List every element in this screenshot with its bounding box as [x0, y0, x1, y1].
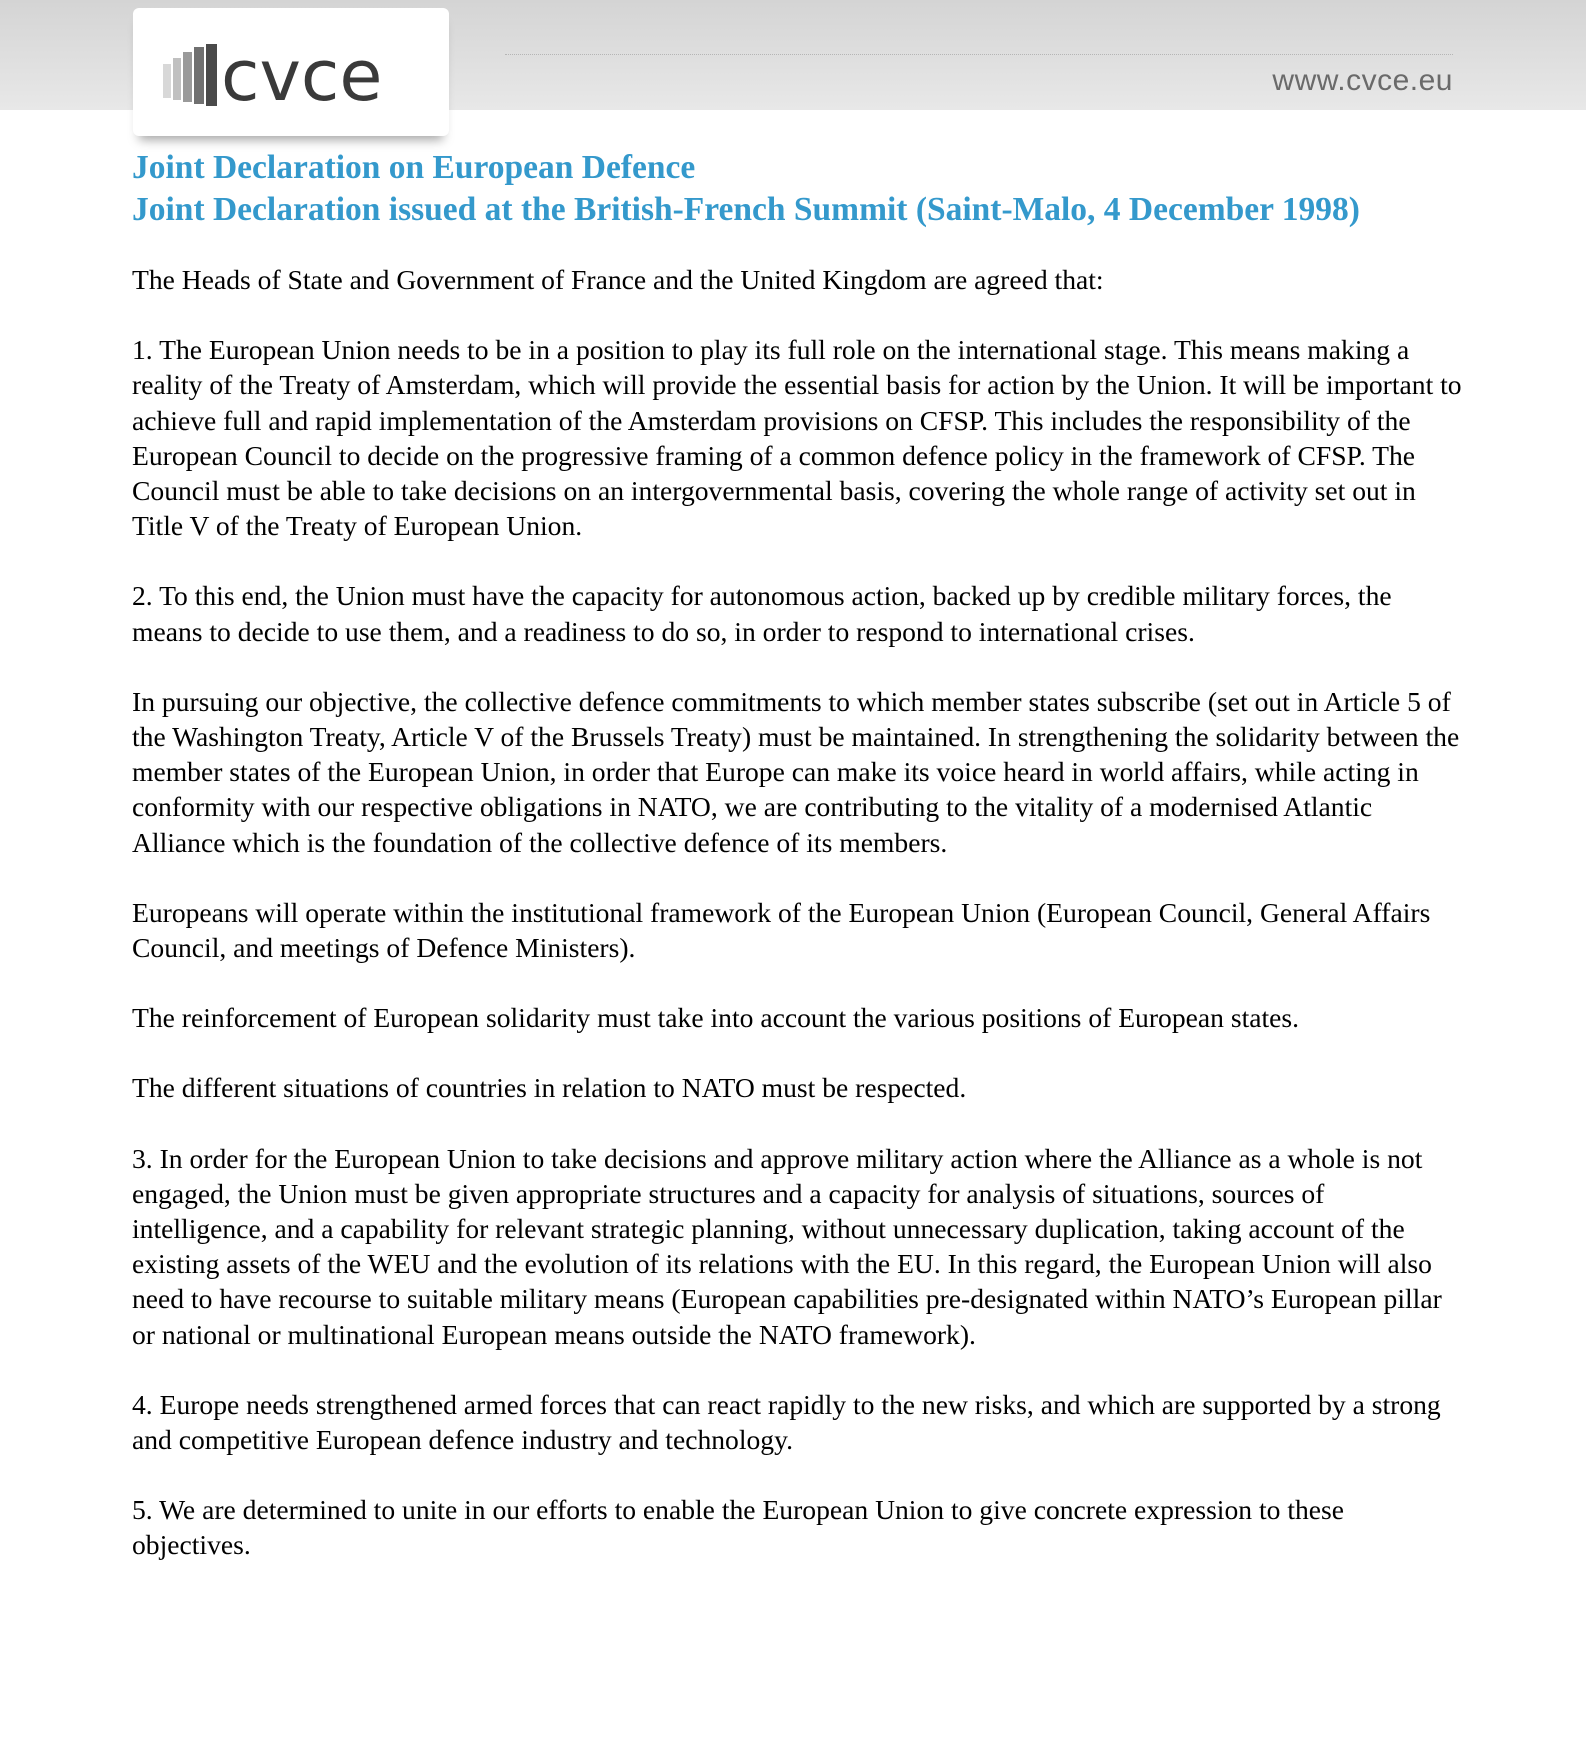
document-content	[132, 147, 1462, 1598]
cvce-logo[interactable]	[133, 8, 449, 136]
paragraph-collective-defence: In pursuing our objective, the collective defence commitments to which member states subscribe (set out in Article 5 of the Washington Treaty, Article V of the Brussels Treaty) must be maintained. In strengthening the solidarity between the member states of the European Union, in order that Europe can make its voice heard in world affairs, while acting in conformity with our respective obligations in NATO, we are contributing to the vitality of a modernised Atlantic Alliance which is the foundation of the collective defence of its members.	[132, 685, 1460, 858]
paragraph-european-solidarity: The reinforcement of European solidarity must take into account the various positions of European states.	[132, 1002, 1300, 1034]
paragraph-intro: The Heads of State and Government of France and the United Kingdom are agreed that:	[132, 264, 1104, 295]
paragraph-point-2: 2. To this end, the Union must have the capacity for autonomous action, backed up by credible military forces, the means to decide to use them, and a readiness to do so, in order to respond to international crises.	[132, 580, 1392, 647]
document-title	[132, 147, 1462, 231]
paragraph-institutional-framework: Europeans will operate within the institutional framework of the European Union (European Council, General Affairs Council, and meetings of Defence Ministers).	[132, 896, 1431, 964]
title-line-2: Joint Declaration issued at the British-French Summit (Saint-Malo, 4 December 1998)	[132, 191, 1360, 228]
svg-text:cvce: cvce	[221, 42, 383, 112]
paragraph-point-1: 1. The European Union needs to be in a position to play its full role on the international stage. This means making a reality of the Treaty of Amsterdam, which will provide the essential basis for action by the Union. It will be important to achieve full and rapid implementation of the Amsterdam provisions on CFSP. This includes the responsibility of the European Council to decide on the progressive framing of a common defence policy in the framework of CFSP. The Council must be able to take decisions on an intergovernmental basis, covering the whole range of activity set out in Title V of the Treaty of European Union.	[132, 334, 1462, 542]
paragraph-nato-situations: The different situations of countries in relation to NATO must be respected.	[132, 1072, 967, 1104]
paragraph-point-5: 5. We are determined to unite in our efforts to enable the European Union to give concrete expression to these objectives.	[132, 1494, 1345, 1561]
header-divider	[505, 54, 1453, 55]
document-body	[132, 262, 1462, 1563]
paragraph-point-4: 4. Europe needs strengthened armed forces that can react rapidly to the new risks, and which are supported by a strong and competitive European defence industry and technology.	[132, 1388, 1441, 1456]
title-line-1: Joint Declaration on European Defence	[132, 149, 696, 186]
cvce-logo-mark	[161, 42, 421, 112]
site-url-link[interactable]: www.cvce.eu	[1272, 64, 1453, 97]
paragraph-point-3: 3. In order for the European Union to take decisions and approve military action where the Alliance as a whole is not engaged, the Union must be given appropriate structures and a capacity for analysis of situations, sources of intelligence, and a capability for relevant strategic planning, without unnecessary duplication, taking account of the existing assets of the WEU and the evolution of its relations with the EU. In this regard, the European Union will also need to have recourse to suitable military means (European capabilities pre-designated within NATO’s European pillar or national or multinational European means outside the NATO framework).	[132, 1142, 1442, 1350]
